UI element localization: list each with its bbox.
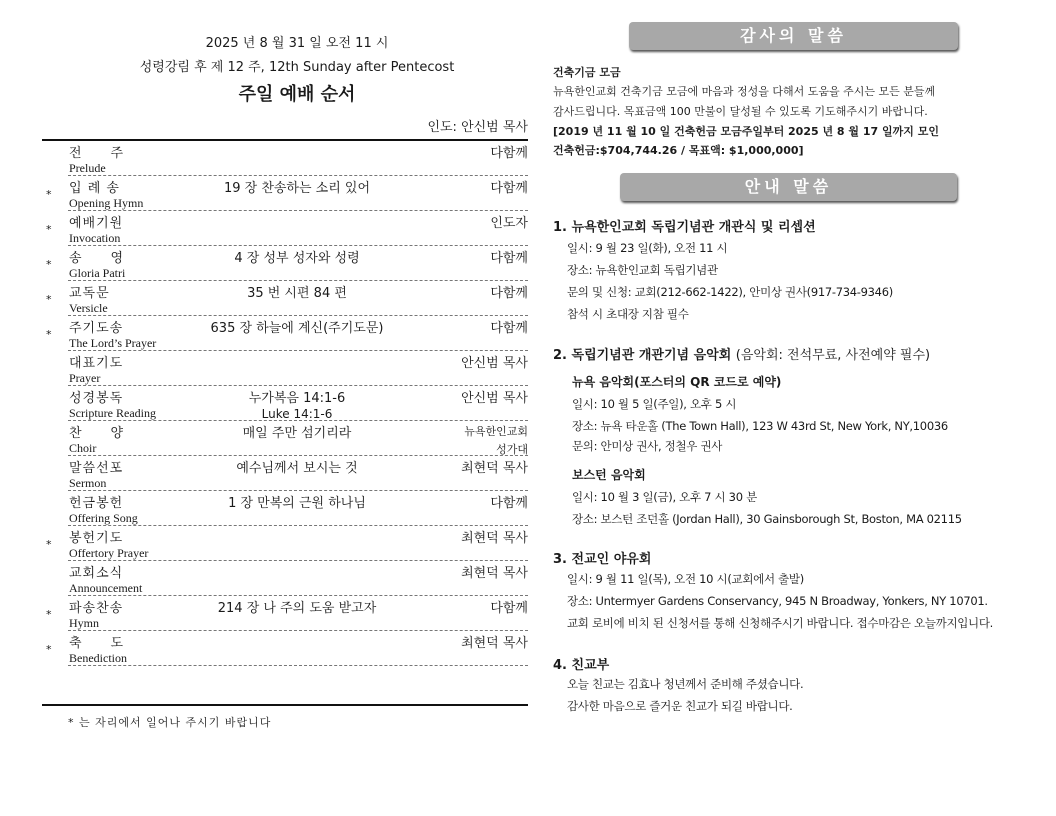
order-item-detail: 1 장 만복의 근원 하나님 <box>228 496 366 511</box>
order-item <box>42 211 528 246</box>
order-item-leader: 다함께 <box>490 146 528 161</box>
order-item-korean: 주기도송 <box>69 321 124 336</box>
order-item-korean: 교회소식 <box>69 566 124 581</box>
order-item-detail: 4 장 성부 성자와 성령 <box>234 251 360 266</box>
ny-concert-place: 장소: 뉴욕 타운홀 (The Town Hall), 123 W 43rd St, New York, NY,10036 <box>572 419 948 433</box>
ny-concert-date: 일시: 10 월 5 일(주일), 오후 5 시 <box>572 397 737 411</box>
order-item-korean: 예배기원 <box>69 216 124 231</box>
order-item-korean: 헌금봉헌 <box>69 496 124 511</box>
order-item-english: Prelude <box>69 161 106 175</box>
order-item-korean: 대표기도 <box>69 356 124 371</box>
order-item <box>42 596 528 631</box>
order-item-english: Invocation <box>69 231 121 245</box>
notice-1-place: 장소: 뉴욕한인교회 독립기념관 <box>567 263 718 277</box>
order-item <box>42 281 528 316</box>
boston-concert-date: 일시: 10 월 3 일(금), 오후 7 시 30 분 <box>572 490 757 504</box>
ny-concert-title: 뉴욕 음악회(포스터의 QR 코드로 예약) <box>572 375 782 389</box>
order-item <box>42 386 528 421</box>
order-item <box>42 141 528 176</box>
order-item <box>42 421 528 456</box>
notice-3-date: 일시: 9 월 11 일(목), 오전 10 시(교회에서 출발) <box>567 572 804 586</box>
order-item-english: Scripture Reading <box>69 406 156 420</box>
building-fund-heading: 건축기금 모금 <box>553 66 621 79</box>
order-item-leader: 안신범 목사 <box>461 391 528 406</box>
notice-2-title-text: 2. 독립기념관 개관기념 음악회 <box>553 348 732 363</box>
order-item-english: Versicle <box>69 301 108 315</box>
order-item-detail: 214 장 나 주의 도움 받고자 <box>217 601 377 616</box>
notice-4-title: 4. 친교부 <box>553 658 610 673</box>
order-item-leader: 최현덕 목사 <box>461 566 528 581</box>
order-item-leader: 인도자 <box>490 216 528 231</box>
fund-period: [2019 년 11 월 10 일 건축헌금 모금주일부터 2025 년 8 월 17 일까지 모인 <box>553 125 939 138</box>
order-item-leader: 최현덕 목사 <box>461 531 528 546</box>
order-item <box>42 456 528 491</box>
order-item-detail: 19 장 찬송하는 소리 있어 <box>223 181 371 196</box>
order-item-leader: 다함께 <box>490 496 528 511</box>
order-item-detail-english: Luke 14:1-6 <box>261 407 333 421</box>
order-item-leader: 다함께 <box>490 251 528 266</box>
standing-marker: * <box>46 258 52 271</box>
notice-2-title <box>553 344 930 363</box>
order-item-leader: 다함께 <box>490 181 528 196</box>
row-divider <box>68 665 528 666</box>
order-item <box>42 631 528 666</box>
order-item-english: Announcement <box>69 581 143 595</box>
order-item-korean: 말씀선포 <box>69 461 124 476</box>
ny-concert-contact: 문의: 안미상 권사, 정철우 권사 <box>572 439 723 453</box>
standing-marker: * <box>46 223 52 236</box>
order-item-english: Choir <box>69 441 97 455</box>
notice-1-note: 참석 시 초대장 지참 필수 <box>567 307 689 321</box>
notices-banner: 안내 말씀 <box>620 173 957 201</box>
order-item-english: Opening Hymn <box>69 196 144 210</box>
standing-marker: * <box>46 643 52 656</box>
order-item-english: Hymn <box>69 616 99 630</box>
order-item <box>42 491 528 526</box>
order-item-english: Prayer <box>69 371 101 385</box>
order-item-detail: 예수님께서 보시는 것 <box>236 461 358 476</box>
order-item-english: Sermon <box>69 476 107 490</box>
boston-concert-place: 장소: 보스턴 조던홀 (Jordan Hall), 30 Gainsborough St, Boston, MA 02115 <box>572 512 962 526</box>
liturgical-season: 성령강림 후 제 12 주, 12th Sunday after Pentecost <box>139 60 455 75</box>
notice-4-line-1: 오늘 친교는 김효나 청년께서 준비해 주셨습니다. <box>567 677 804 691</box>
order-item-korean: 입 례 송 <box>69 181 120 196</box>
fund-total: 건축헌금:$704,744.26 / 목표액: $1,000,000] <box>553 144 804 157</box>
order-item-english: Offering Song <box>69 511 138 525</box>
order-item-korean: 교독문 <box>69 286 110 301</box>
standing-marker: * <box>46 293 52 306</box>
order-item <box>42 351 528 386</box>
order-item-korean: 성경봉독 <box>69 391 124 406</box>
order-item-detail: 35 번 시편 84 편 <box>247 286 347 301</box>
order-item-leader: 다함께 <box>490 321 528 336</box>
notice-3-signup: 교회 로비에 비치 된 신청서를 통해 신청해주시기 바랍니다. 접수마감은 오늘까지입니다. <box>567 616 994 630</box>
order-item-english: The Lord’s Prayer <box>69 336 157 350</box>
standing-marker: * <box>46 538 52 551</box>
order-item-detail: 635 장 하늘에 계신(주기도문) <box>210 321 384 336</box>
thanks-text-2: 감사드립니다. 목표금액 100 만불이 달성될 수 있도록 기도해주시기 바랍니다. <box>553 105 928 118</box>
order-item-korean: 전 주 <box>69 146 125 161</box>
standing-footnote: * 는 자리에서 일어나 주시기 바랍니다 <box>68 716 272 729</box>
order-item-leader: 다함께 <box>490 286 528 301</box>
notice-3-title: 3. 전교인 야유회 <box>553 552 652 567</box>
standing-marker: * <box>46 608 52 621</box>
notice-1-date: 일시: 9 월 23 일(화), 오전 11 시 <box>567 241 728 255</box>
order-item <box>42 176 528 211</box>
order-item <box>42 526 528 561</box>
notice-3-place: 장소: Untermyer Gardens Conservancy, 945 N Broadway, Yonkers, NY 10701. <box>567 594 988 608</box>
order-item-leader: 다함께 <box>490 601 528 616</box>
order-item <box>42 246 528 281</box>
notice-2-title-note: (음악회: 전석무료, 사전예약 필수) <box>735 348 931 363</box>
order-item-leader: 뉴욕한인교회 성가대 <box>464 425 528 456</box>
notice-1-title: 1. 뉴욕한인교회 독립기념관 개관식 및 리셉션 <box>553 220 816 235</box>
bottom-rule <box>42 704 528 706</box>
boston-concert-title: 보스턴 음악회 <box>572 468 646 482</box>
order-item <box>42 316 528 351</box>
standing-marker: * <box>46 328 52 341</box>
order-item-leader: 최현덕 목사 <box>461 636 528 651</box>
order-item-korean: 찬 양 <box>69 426 125 441</box>
order-item-korean: 축 도 <box>69 636 125 651</box>
order-item-detail: 매일 주만 섬기리라 <box>242 426 352 441</box>
order-item-korean: 봉헌기도 <box>69 531 124 546</box>
order-item-english: Gloria Patri <box>69 266 126 280</box>
service-date: 2025 년 8 월 31 일 오전 11 시 <box>205 36 389 51</box>
notice-1-contact: 문의 및 신청: 교회(212-662-1422), 안미상 권사(917-734-9346) <box>567 285 893 299</box>
order-item-leader: 안신범 목사 <box>461 356 528 371</box>
thanks-banner: 감사의 말씀 <box>629 22 958 50</box>
order-item <box>42 561 528 596</box>
thanks-text-1: 뉴욕한인교회 건축기금 모금에 마음과 정성을 다해서 도움을 주시는 모든 분들께 <box>553 85 936 98</box>
order-item-english: Offertory Prayer <box>69 546 149 560</box>
order-item-leader: 최현덕 목사 <box>461 461 528 476</box>
page-title: 주일 예배 순서 <box>238 84 356 105</box>
notice-4-line-2: 감사한 마음으로 즐거운 친교가 되길 바랍니다. <box>567 699 793 713</box>
order-item-detail: 누가복음 14:1-6 <box>248 391 346 406</box>
order-item-english: Benediction <box>69 651 127 665</box>
service-leader: 인도: 안신범 목사 <box>427 120 528 135</box>
order-item-korean: 송 영 <box>69 251 125 266</box>
standing-marker: * <box>46 188 52 201</box>
order-item-korean: 파송찬송 <box>69 601 124 616</box>
